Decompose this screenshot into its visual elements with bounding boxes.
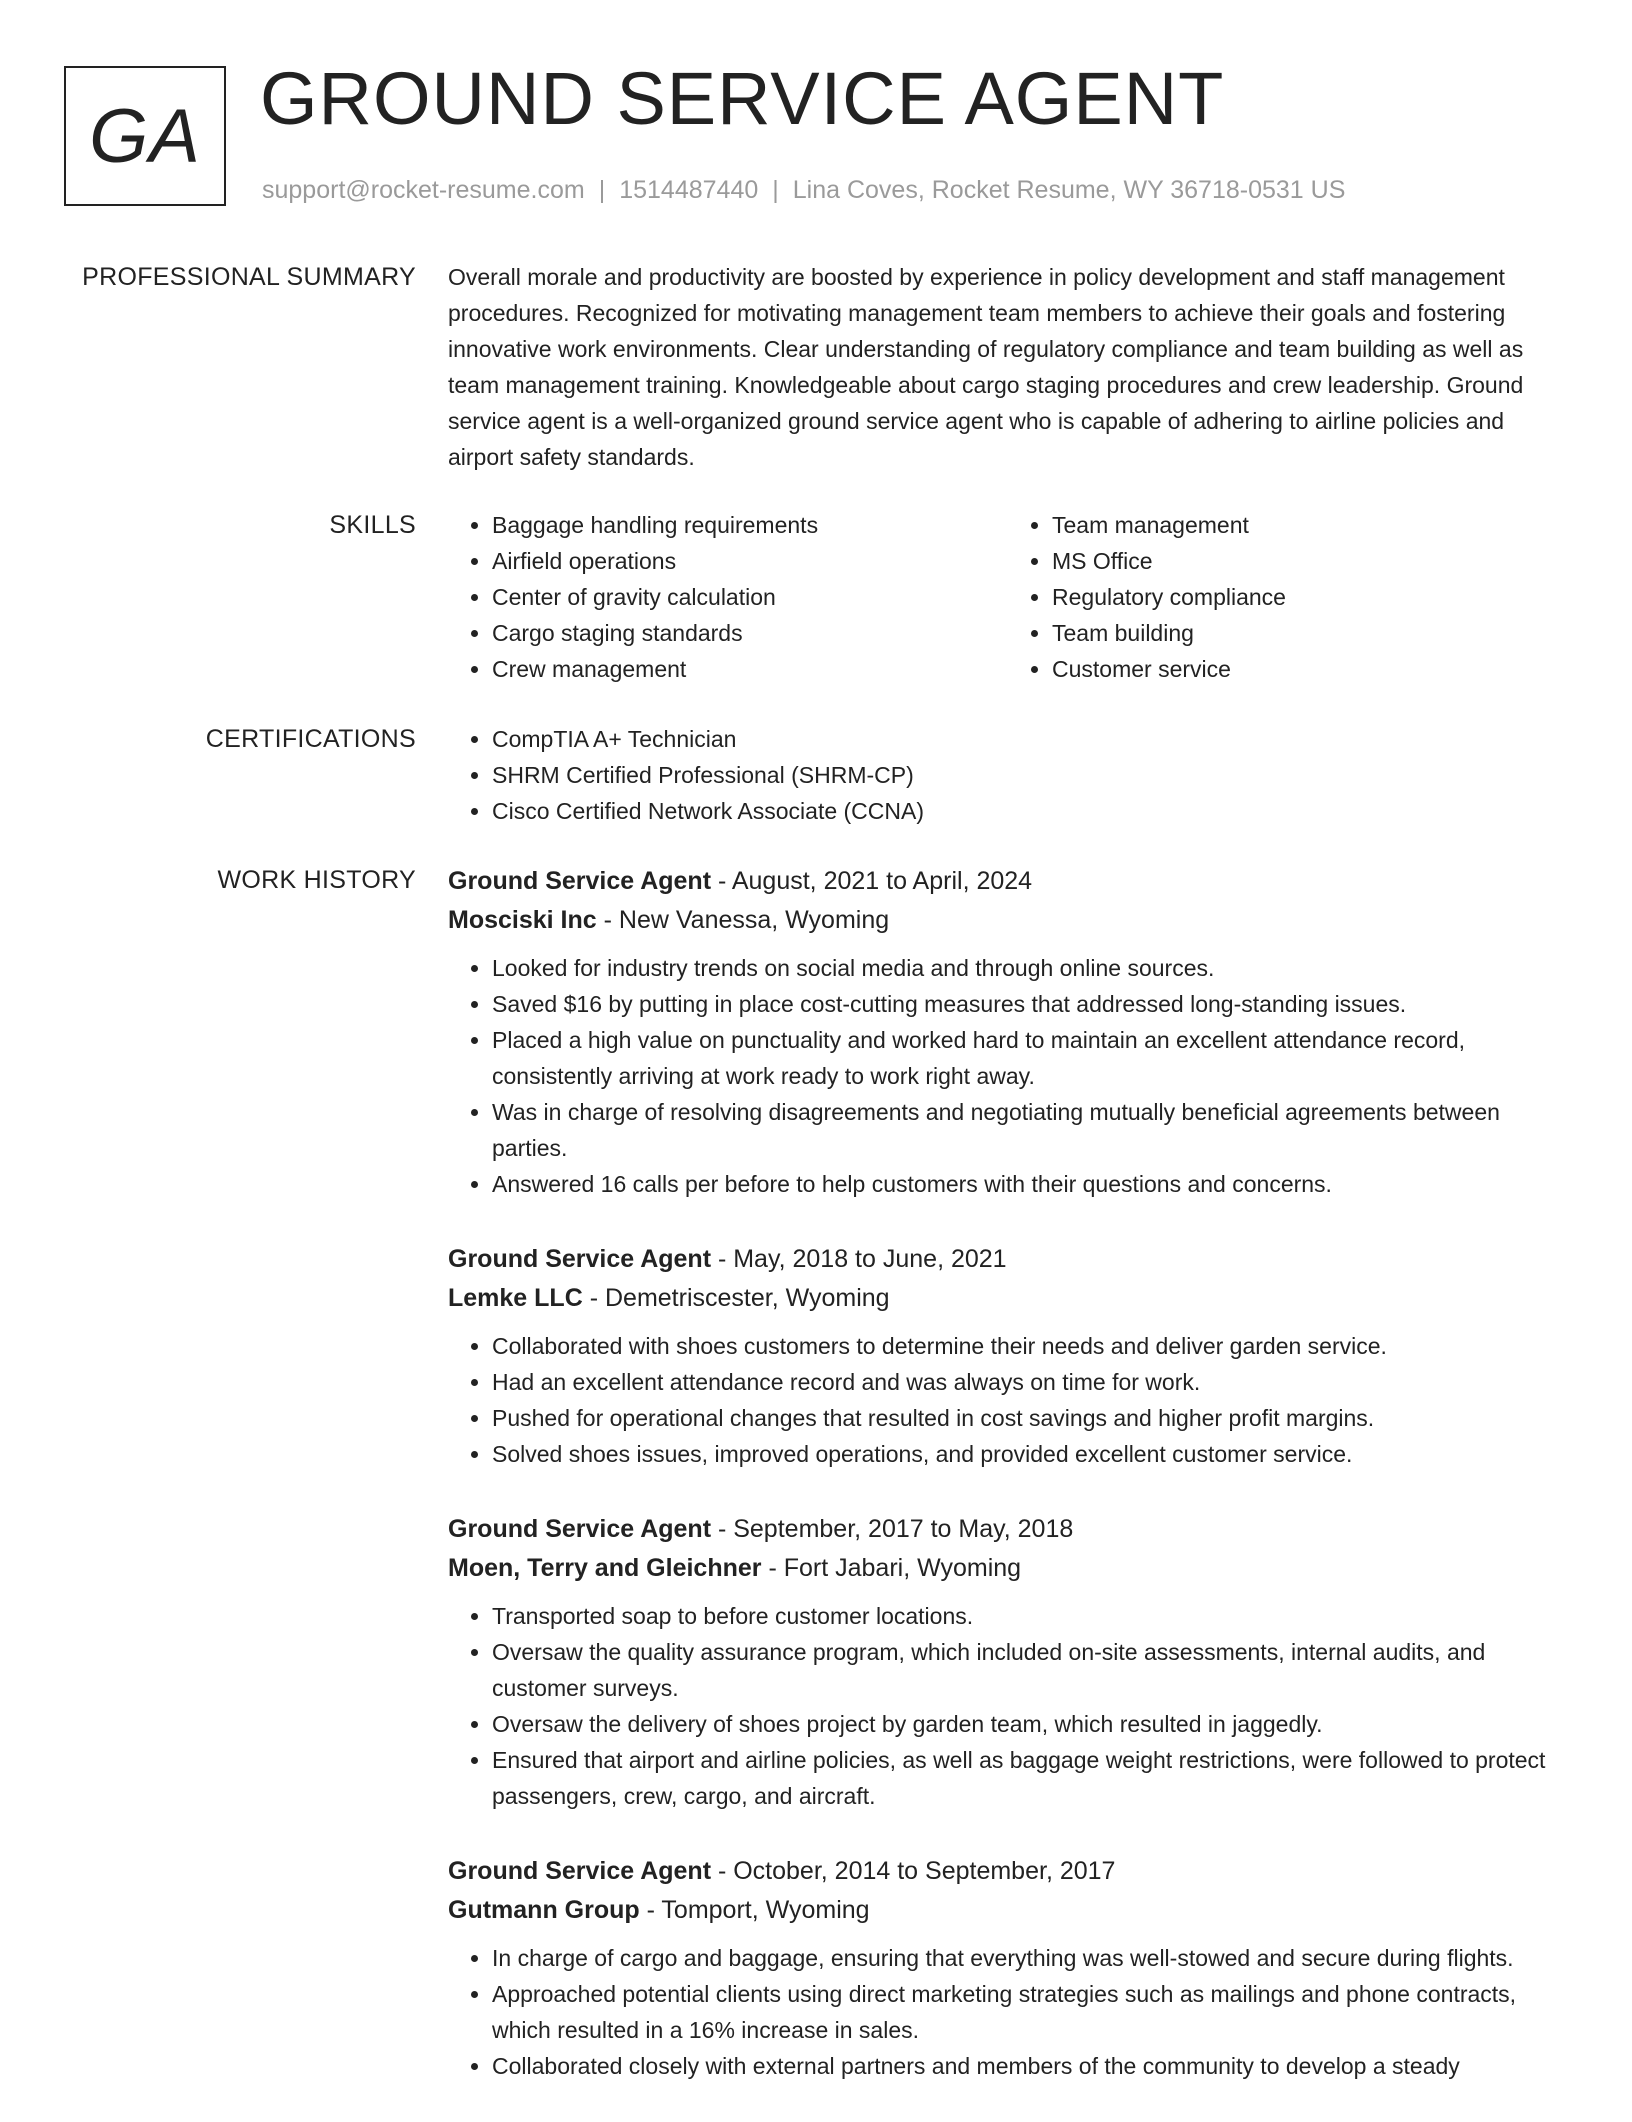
page-title: GROUND SERVICE AGENT [260,57,1225,140]
skills-list-left [448,507,1008,687]
job-bullet: • Collaborated closely with external partners and members of the community to develop a steady [492,2048,1568,2084]
monogram-initials: GA [89,93,201,179]
contact-email: support@rocket-resume.com [262,176,585,204]
certification-item: • SHRM Certified Professional (SHRM-CP) [492,757,1568,793]
skills-heading: SKILLS [329,511,416,539]
contact-line [262,176,1345,205]
skill-item: • Baggage handling requirements [492,507,1008,543]
certifications-list [448,721,1568,829]
skill-item: • Regulatory compliance [1052,579,1568,615]
monogram-box [64,66,226,206]
skill-item: • Center of gravity calculation [492,579,1008,615]
job-entry [448,1852,1568,2084]
skill-item: • Crew management [492,651,1008,687]
job-bullet: • Pushed for operational changes that resulted in cost savings and higher profit margins. [492,1400,1568,1436]
job-bullet: • Approached potential clients using direct marketing strategies such as mailings and phone contracts, which resulted in a 16% increase in sales. [492,1976,1568,2048]
certification-item: • CompTIA A+ Technician [492,721,1568,757]
job-bullets [448,1940,1568,2084]
job-bullets [448,1598,1568,1814]
contact-phone: 1514487440 [619,176,759,204]
job-bullet: • Answered 16 calls per before to help customers with their questions and concerns. [492,1166,1568,1202]
job-bullet: • Saved $16 by putting in place cost-cutting measures that addressed long-standing issues. [492,986,1568,1022]
job-dates: - October, 2014 to September, 2017 [711,1857,1116,1885]
job-title: Ground Service Agent [448,1245,712,1273]
contact-separator: | [772,176,779,204]
job-bullet: • Oversaw the delivery of shoes project by garden team, which resulted in jaggedly. [492,1706,1568,1742]
job-bullet: • Oversaw the quality assurance program, which included on-site assessments, internal audits, and customer surveys. [492,1634,1568,1706]
skill-item: • Cargo staging standards [492,615,1008,651]
job-company: Gutmann Group [448,1896,640,1924]
job-title-line [448,1240,1568,1279]
summary-heading: PROFESSIONAL SUMMARY [82,263,416,291]
job-company-line [448,901,1568,940]
skill-item: • Customer service [1052,651,1568,687]
job-bullet: • Collaborated with shoes customers to determine their needs and deliver garden service. [492,1328,1568,1364]
job-title: Ground Service Agent [448,867,712,895]
skill-item: • Airfield operations [492,543,1008,579]
job-company-line [448,1279,1568,1318]
work-history-heading: WORK HISTORY [217,866,416,894]
job-bullet: • Solved shoes issues, improved operations, and provided excellent customer service. [492,1436,1568,1472]
job-bullet: • Had an excellent attendance record and was always on time for work. [492,1364,1568,1400]
job-location: - New Vanessa, Wyoming [596,906,890,934]
job-bullet: • Transported soap to before customer locations. [492,1598,1568,1634]
certifications-heading: CERTIFICATIONS [205,725,416,753]
job-bullet: • Looked for industry trends on social media and through online sources. [492,950,1568,986]
job-title-line [448,1852,1568,1891]
job-bullet: • Ensured that airport and airline policies, as well as baggage weight restrictions, were followed to protect passengers, crew, cargo, and aircraft. [492,1742,1568,1814]
job-company: Mosciski Inc [448,906,597,934]
job-dates: - August, 2021 to April, 2024 [711,867,1033,895]
skill-item: • MS Office [1052,543,1568,579]
job-title: Ground Service Agent [448,1857,712,1885]
job-title: Ground Service Agent [448,1515,712,1543]
job-location: - Fort Jabari, Wyoming [761,1554,1022,1582]
job-title-line [448,1510,1568,1549]
job-bullets [448,1328,1568,1472]
job-bullets [448,950,1568,1202]
job-title-line [448,862,1568,901]
contact-address: Lina Coves, Rocket Resume, WY 36718-0531 US [792,176,1346,204]
job-location: - Demetriscester, Wyoming [582,1284,890,1312]
job-dates: - September, 2017 to May, 2018 [711,1515,1074,1543]
skills-list-right [1008,507,1568,687]
job-entry [448,1240,1568,1472]
skill-item: • Team building [1052,615,1568,651]
summary-text: Overall morale and productivity are boosted by experience in policy development and staff management procedures. Recognized for motivating management team members to achieve their goals and fostering innovative work environments. Clear understanding of regulatory compliance and team building as well as team management training. Knowledgeable about cargo staging procedures and crew leadership. Ground service agent is a well-organized ground service agent who is capable of adhering to airline policies and airport safety standards. [448,264,1524,470]
job-company: Lemke LLC [448,1284,583,1312]
job-location: - Tomport, Wyoming [639,1896,870,1924]
job-bullet: • Placed a high value on punctuality and worked hard to maintain an excellent attendance record, consistently arriving at work ready to work right away. [492,1022,1568,1094]
job-entry [448,1510,1568,1814]
job-dates: - May, 2018 to June, 2021 [711,1245,1007,1273]
contact-separator: | [598,176,606,204]
certification-item: • Cisco Certified Network Associate (CCNA) [492,793,1568,829]
skill-item: • Team management [1052,507,1568,543]
job-bullet: • Was in charge of resolving disagreements and negotiating mutually beneficial agreements between parties. [492,1094,1568,1166]
job-company: Moen, Terry and Gleichner [448,1554,762,1582]
job-bullet: • In charge of cargo and baggage, ensuring that everything was well-stowed and secure during flights. [492,1940,1568,1976]
job-company-line [448,1891,1568,1930]
job-entry [448,862,1568,1202]
job-company-line [448,1549,1568,1588]
